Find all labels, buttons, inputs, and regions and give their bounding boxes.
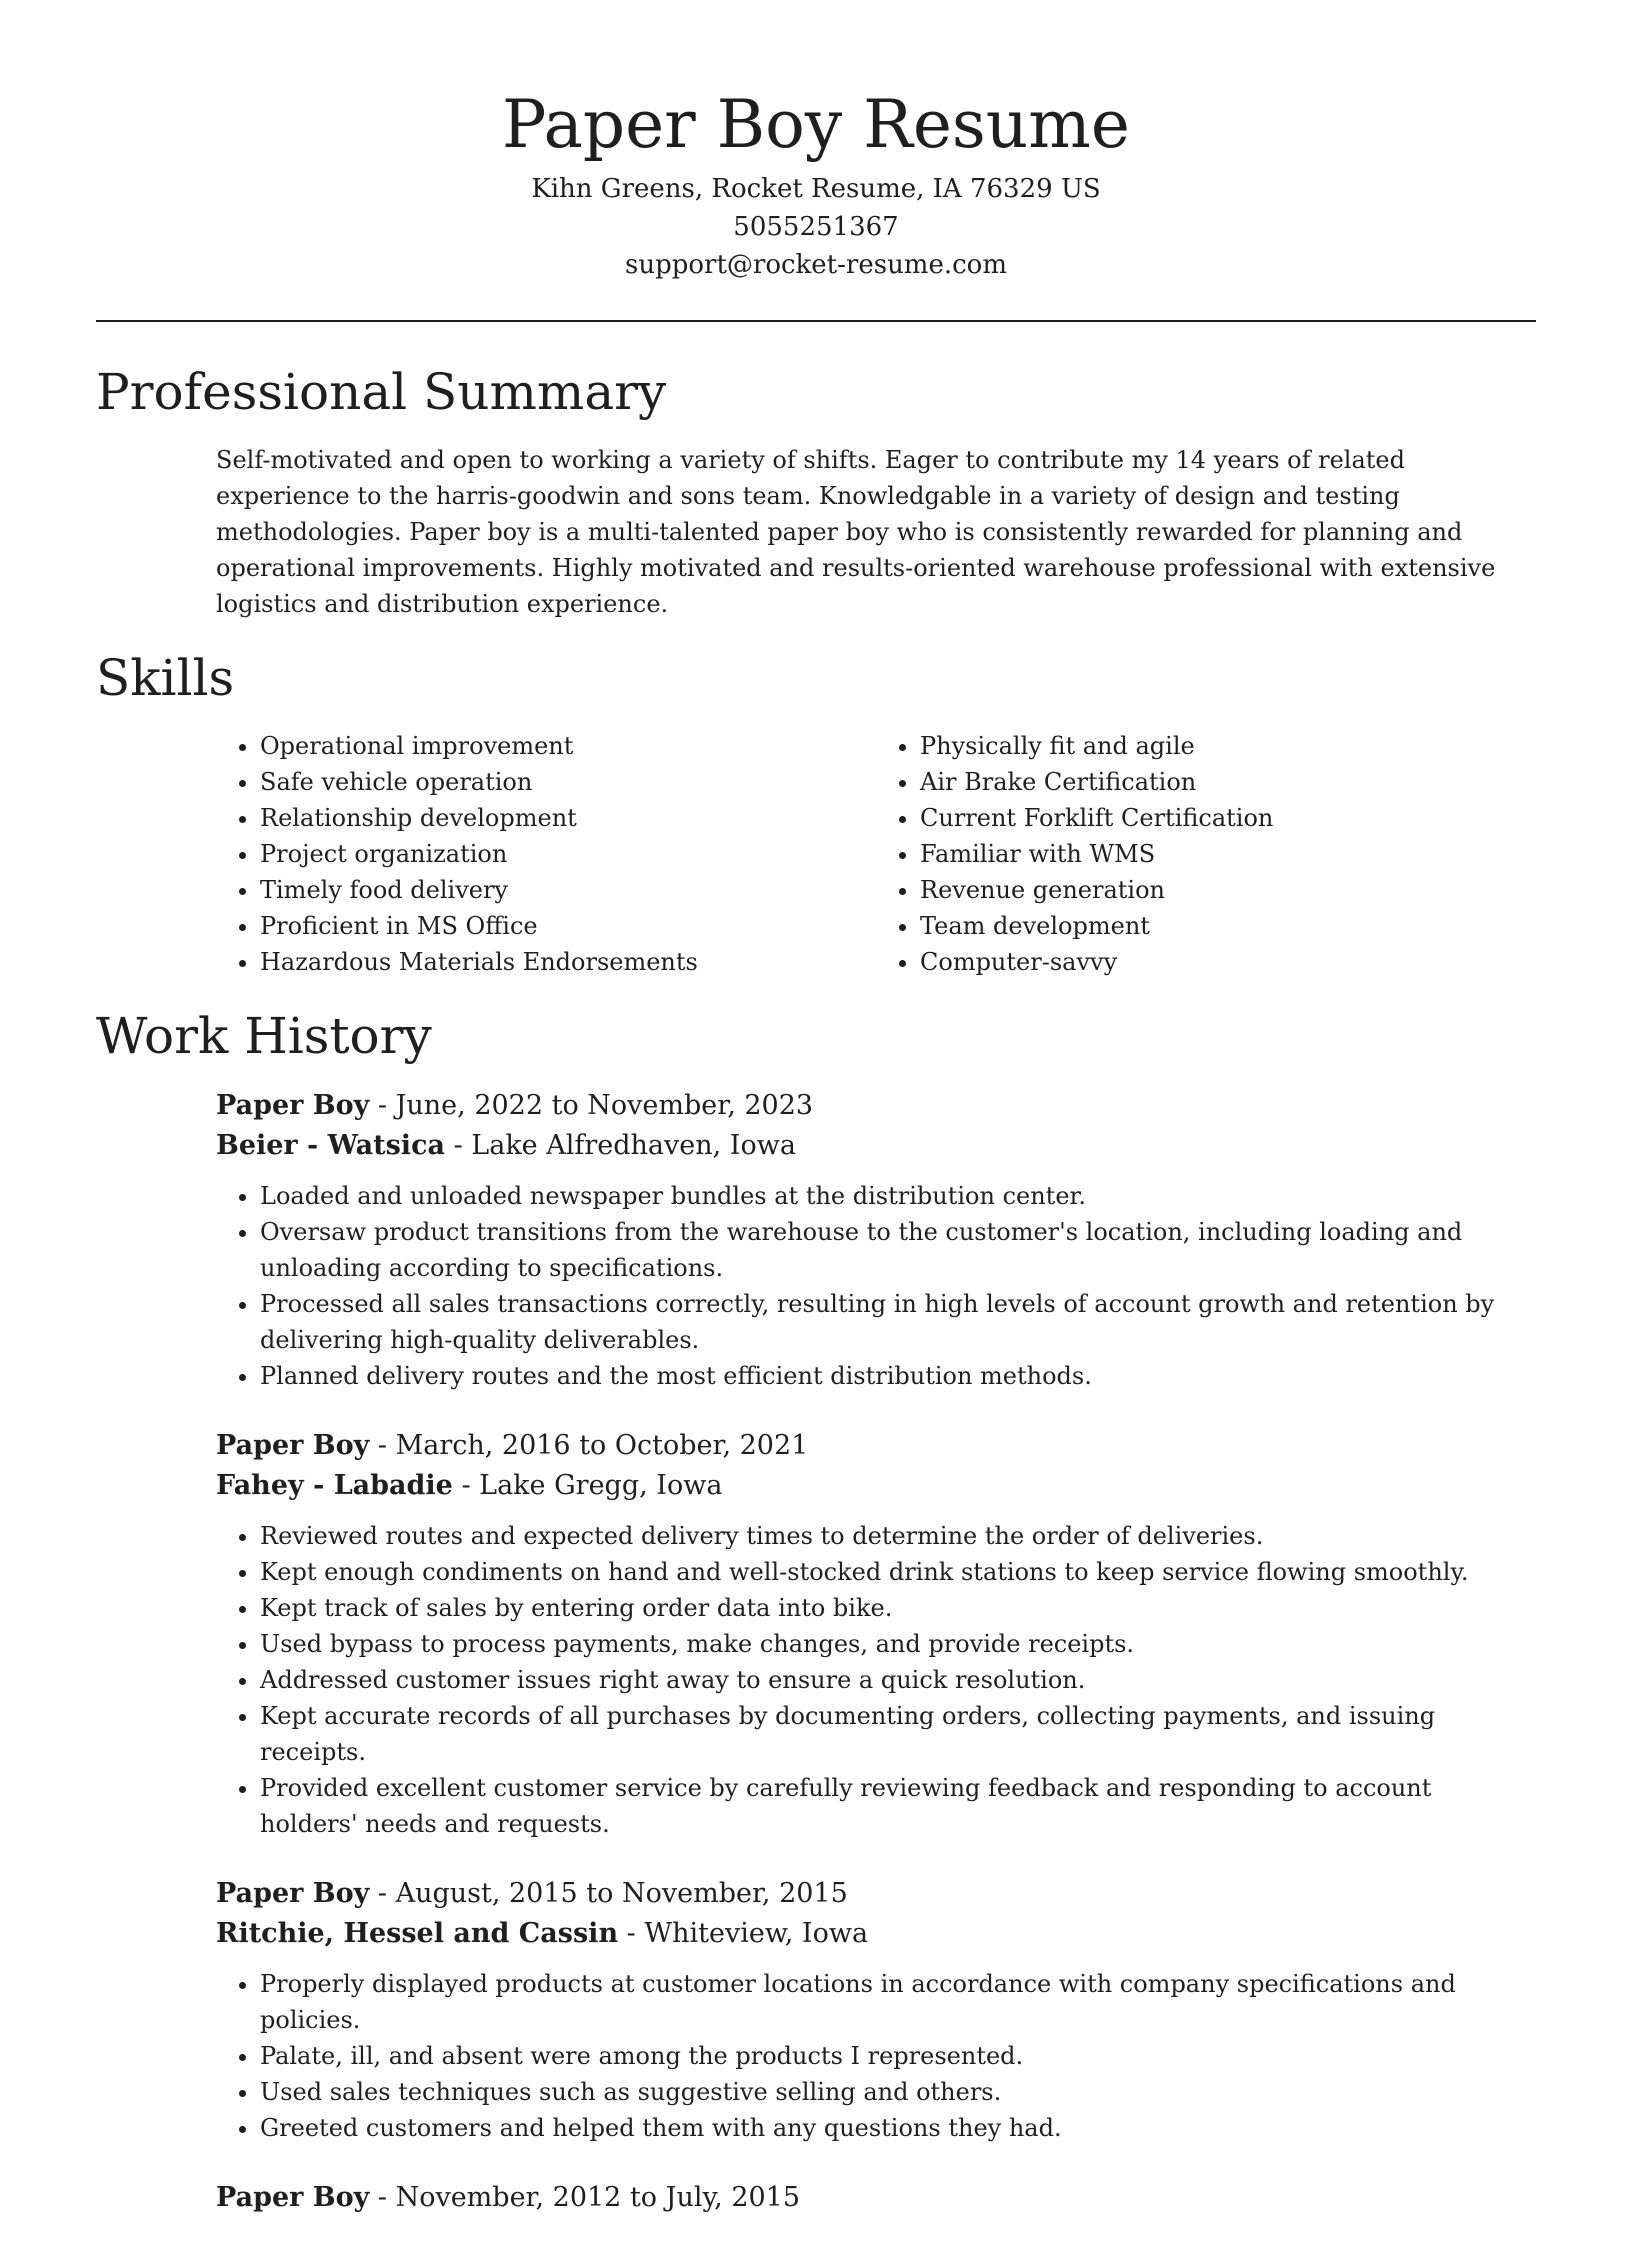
job-bullet: • Addressed customer issues right away to ensure a quick resolution. bbox=[260, 1662, 1536, 1698]
skill-item: • Operational improvement bbox=[260, 728, 876, 764]
job-bullet: • Provided excellent customer service by carefully reviewing feedback and responding to account holders' needs and requests. bbox=[260, 1770, 1536, 1842]
job-role: Paper Boy bbox=[216, 1090, 370, 1121]
job-bullet: • Reviewed routes and expected delivery times to determine the order of deliveries. bbox=[260, 1518, 1536, 1554]
skill-item: • Computer-savvy bbox=[920, 944, 1536, 980]
job-bullet: • Properly displayed products at customer locations in accordance with company specifications and policies. bbox=[260, 1966, 1536, 2038]
job-bullet: • Kept accurate records of all purchases by documenting orders, collecting payments, and issuing receipts. bbox=[260, 1698, 1536, 1770]
skills-section bbox=[96, 646, 1536, 980]
job-bullets bbox=[216, 1518, 1536, 1842]
job-company: Ritchie, Hessel and Cassin bbox=[216, 1918, 619, 1949]
job-company-line bbox=[216, 1466, 1536, 1506]
skill-item: • Physically fit and agile bbox=[920, 728, 1536, 764]
job-location: - Whiteview, Iowa bbox=[618, 1918, 869, 1949]
job-role: Paper Boy bbox=[216, 1430, 370, 1461]
skill-item: • Timely food delivery bbox=[260, 872, 876, 908]
job-role: Paper Boy bbox=[216, 2182, 370, 2213]
job-bullet: • Used sales techniques such as suggestive selling and others. bbox=[260, 2074, 1536, 2110]
skill-item: • Proficient in MS Office bbox=[260, 908, 876, 944]
job-company: Beier - Watsica bbox=[216, 1130, 445, 1161]
job-dates: - June, 2022 to November, 2023 bbox=[369, 1090, 814, 1121]
skill-item: • Revenue generation bbox=[920, 872, 1536, 908]
phone-text: 5055251367 bbox=[733, 212, 899, 242]
summary-heading: Professional Summary bbox=[96, 363, 667, 421]
skill-item: • Familiar with WMS bbox=[920, 836, 1536, 872]
resume-header bbox=[96, 80, 1536, 284]
job-entry bbox=[216, 1426, 1536, 1842]
job-bullet: • Processed all sales transactions correctly, resulting in high levels of account growth and retention by delivering high-quality deliverables. bbox=[260, 1286, 1536, 1358]
job-dates: - March, 2016 to October, 2021 bbox=[369, 1430, 809, 1461]
address-text: Kihn Greens, Rocket Resume, IA 76329 US bbox=[531, 174, 1101, 204]
job-dates: - August, 2015 to November, 2015 bbox=[369, 1878, 848, 1909]
job-bullet: • Oversaw product transitions from the warehouse to the customer's location, including loading and unloading according to specifications. bbox=[260, 1214, 1536, 1286]
skills-heading: Skills bbox=[96, 649, 235, 707]
job-company-line bbox=[216, 1126, 1536, 1166]
job-role: Paper Boy bbox=[216, 1878, 370, 1909]
job-bullet: • Palate, ill, and absent were among the products I represented. bbox=[260, 2038, 1536, 2074]
job-bullet: • Used bypass to process payments, make changes, and provide receipts. bbox=[260, 1626, 1536, 1662]
skill-item: • Safe vehicle operation bbox=[260, 764, 876, 800]
skill-item: • Hazardous Materials Endorsements bbox=[260, 944, 876, 980]
resume-page bbox=[96, 80, 1536, 2250]
job-title-line bbox=[216, 1086, 1536, 1126]
job-bullets bbox=[216, 1178, 1536, 1394]
job-bullet: • Kept enough condiments on hand and well-stocked drink stations to keep service flowing smoothly. bbox=[260, 1554, 1536, 1590]
job-bullet: • Planned delivery routes and the most efficient distribution methods. bbox=[260, 1358, 1536, 1394]
skill-item: • Relationship development bbox=[260, 800, 876, 836]
job-bullet: • Loaded and unloaded newspaper bundles at the distribution center. bbox=[260, 1178, 1536, 1214]
job-title-line bbox=[216, 2178, 1536, 2218]
job-entry bbox=[216, 2178, 1536, 2218]
job-title-line bbox=[216, 1426, 1536, 1466]
professional-summary-section bbox=[96, 360, 1536, 622]
skill-item: • Current Forklift Certification bbox=[920, 800, 1536, 836]
work-history-heading: Work History bbox=[96, 1007, 432, 1065]
job-location: - Lake Alfredhaven, Iowa bbox=[445, 1130, 796, 1161]
email-text: support@rocket-resume.com bbox=[624, 250, 1007, 280]
skills-list-right bbox=[876, 728, 1536, 980]
skill-item: • Air Brake Certification bbox=[920, 764, 1536, 800]
job-entry bbox=[216, 1086, 1536, 1394]
summary-paragraph: Self-motivated and open to working a variety of shifts. Eager to contribute my 14 years of related experience to the harris-goodwin and sons team. Knowledgable in a variety of design and testing methodologies. Paper boy is a multi-talented paper boy who is consistently rewarded for planning and operational improvements. Highly motivated and results-oriented warehouse professional with extensive logistics and distribution experience. bbox=[216, 446, 1496, 618]
skills-list-left bbox=[216, 728, 876, 980]
job-company-line bbox=[216, 1914, 1536, 1954]
header-divider bbox=[96, 320, 1536, 322]
job-dates: - November, 2012 to July, 2015 bbox=[369, 2182, 801, 2213]
work-history-section bbox=[96, 1004, 1536, 2218]
job-title-line bbox=[216, 1874, 1536, 1914]
job-location: - Lake Gregg, Iowa bbox=[452, 1470, 723, 1501]
job-bullets bbox=[216, 1966, 1536, 2146]
skill-item: • Team development bbox=[920, 908, 1536, 944]
skill-item: • Project organization bbox=[260, 836, 876, 872]
job-bullet: • Greeted customers and helped them with any questions they had. bbox=[260, 2110, 1536, 2146]
job-entry bbox=[216, 1874, 1536, 2146]
resume-title: Paper Boy Resume bbox=[502, 86, 1130, 163]
job-bullet: • Kept track of sales by entering order data into bike. bbox=[260, 1590, 1536, 1626]
job-company: Fahey - Labadie bbox=[216, 1470, 453, 1501]
